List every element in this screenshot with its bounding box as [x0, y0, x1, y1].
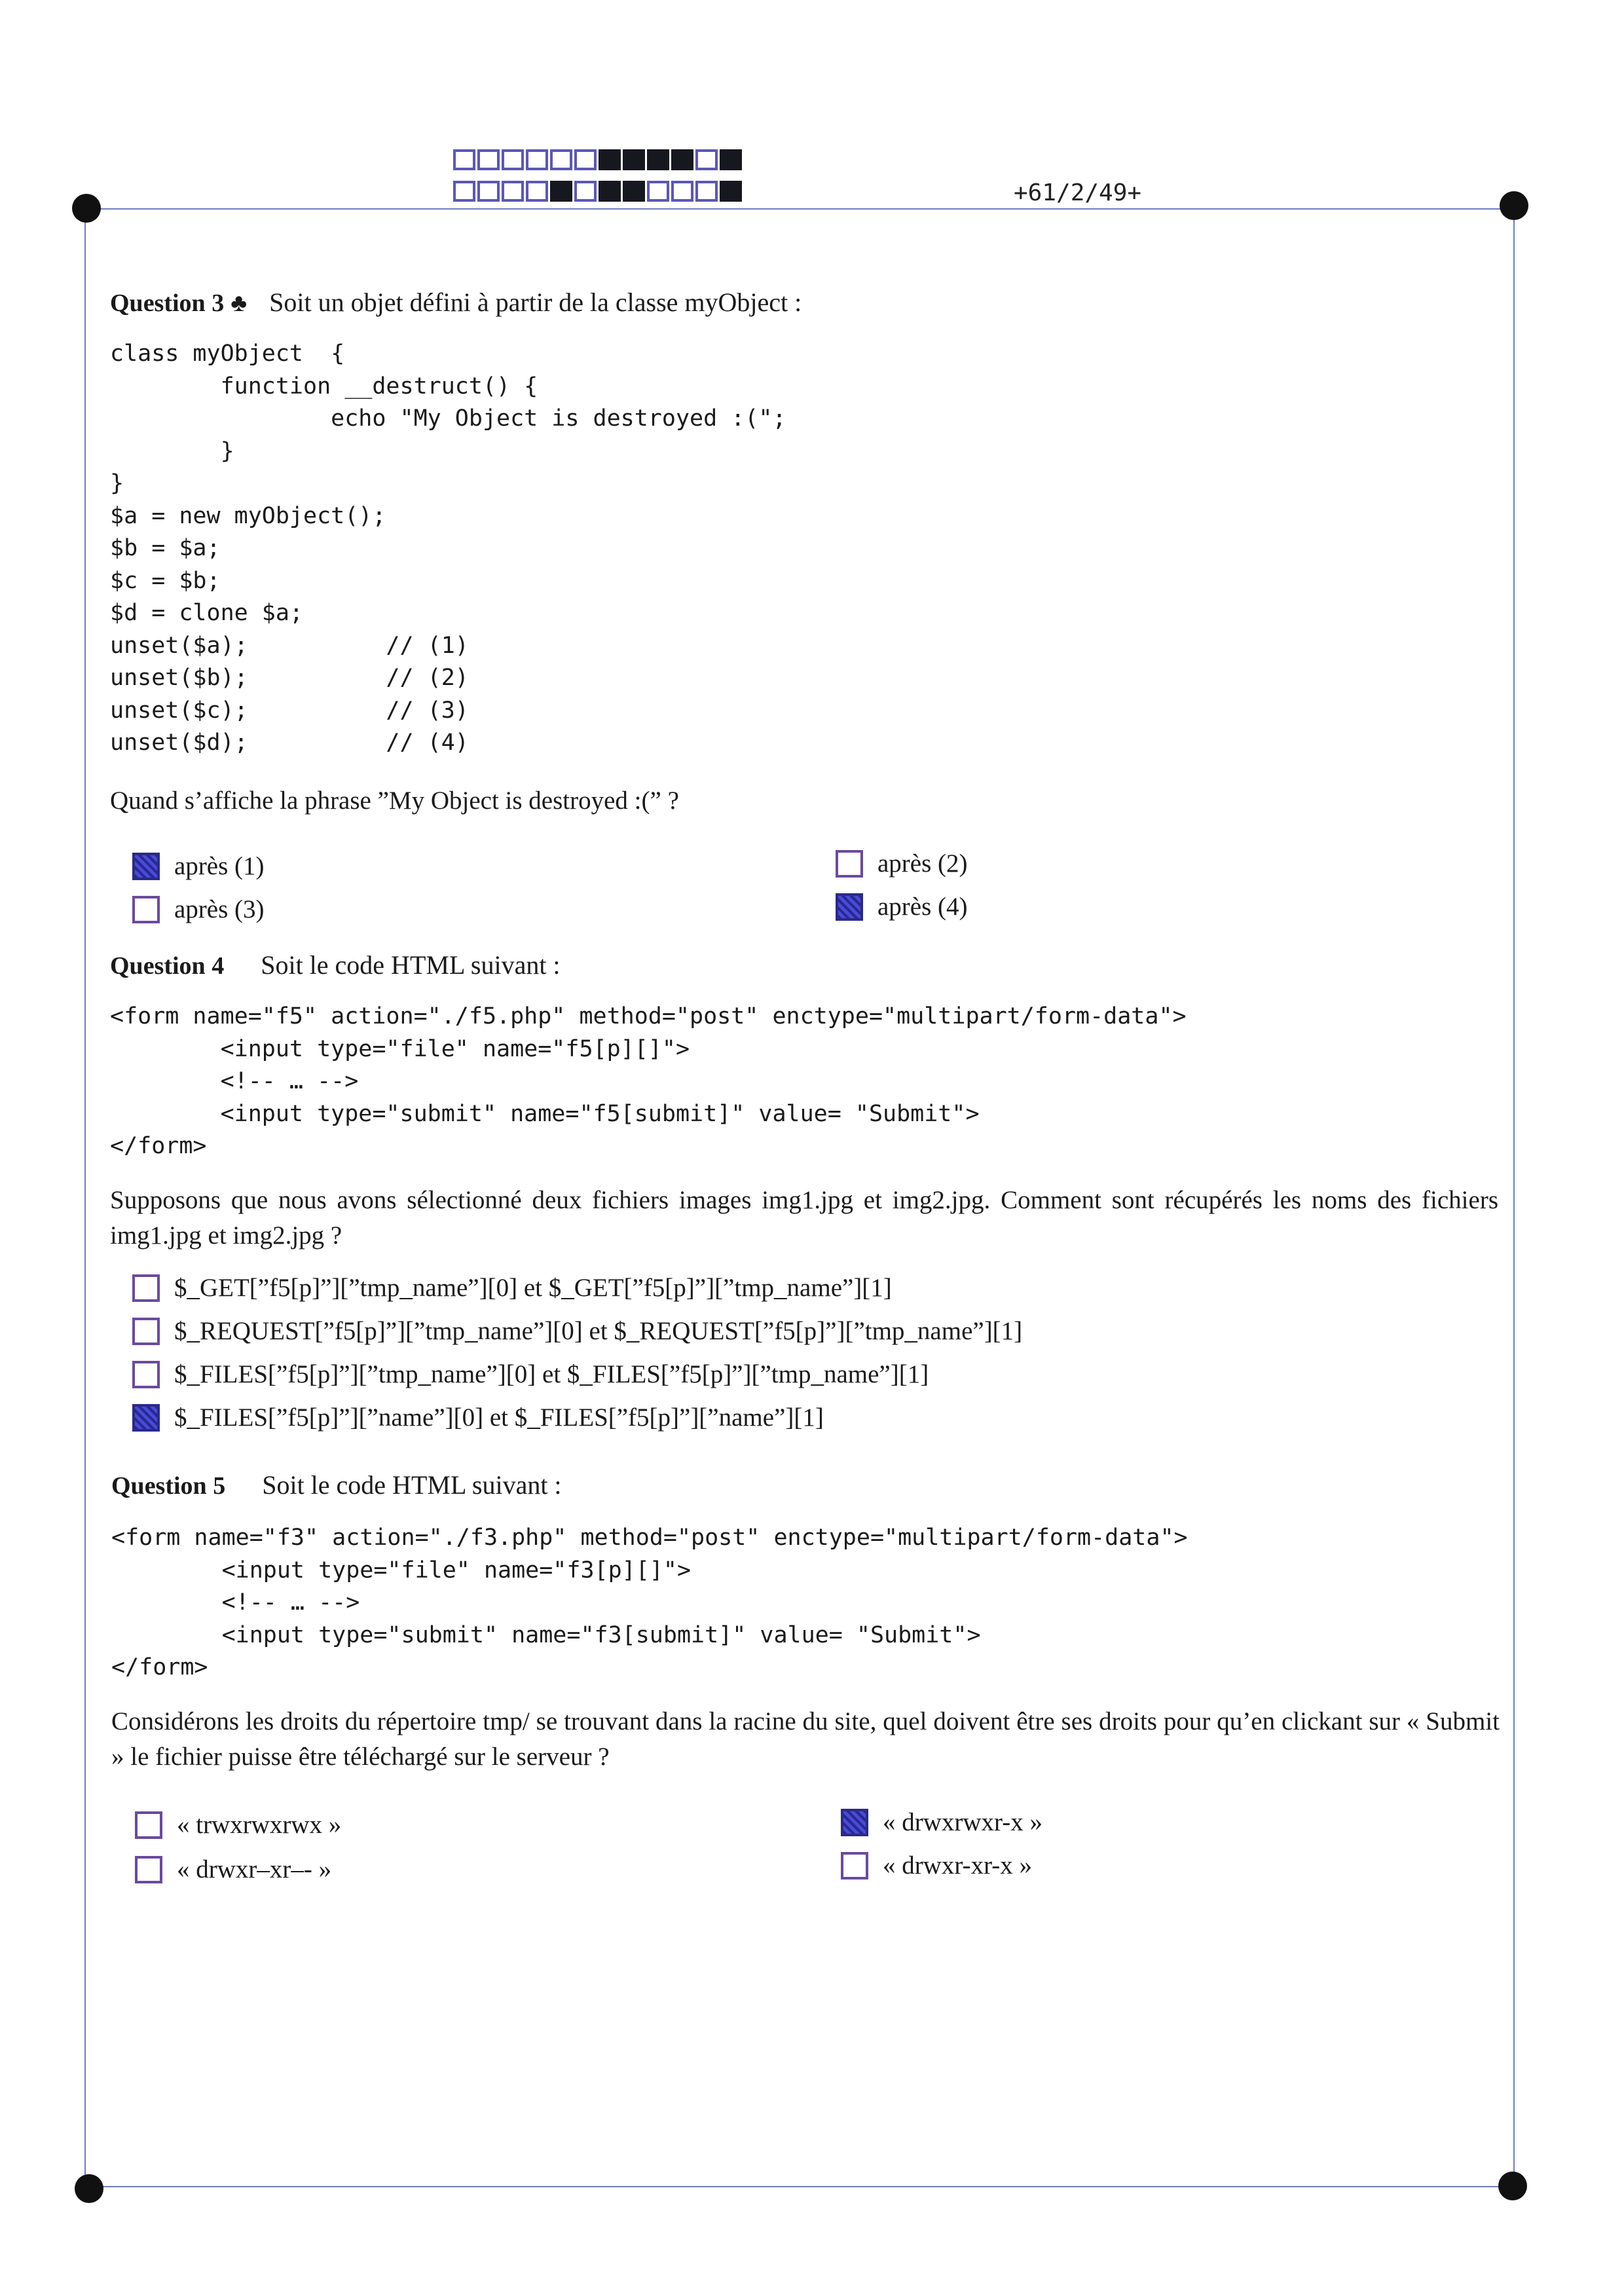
q4-intro: Soit le code HTML suivant :	[261, 950, 561, 980]
barcode-cell	[671, 181, 693, 202]
checkbox[interactable]	[836, 850, 863, 878]
choice-label: après (1)	[174, 852, 265, 880]
barcode-cell	[720, 181, 742, 202]
barcode-cell	[453, 181, 475, 202]
frame-left-line	[84, 208, 86, 2186]
q3-header	[110, 287, 802, 318]
choice-label: $_FILES[”f5[p]”][”tmp_name”][0] et $_FILES[”f5[p]”][”tmp_name”][1]	[174, 1360, 929, 1388]
choice-label: $_REQUEST[”f5[p]”][”tmp_name”][0] et $_REQUEST[”f5[p]”][”tmp_name”][1]	[174, 1317, 1023, 1345]
q5-choice-3[interactable]	[135, 1855, 331, 1884]
q3-choice-4[interactable]	[836, 892, 968, 921]
q4-choice-2[interactable]	[132, 1316, 1022, 1346]
q5-question: Considérons les droits du répertoire tmp/ se trouvant dans la racine du site, quel doivent être ses droits pour qu’en clickant sur « Submit » le fichier puisse être téléchargé sur le serveur ?	[111, 1707, 1500, 1771]
q4-choice-1[interactable]	[132, 1273, 892, 1303]
q3-title: Question 3	[110, 289, 225, 317]
q4-choice-3[interactable]	[132, 1360, 929, 1389]
barcode-cell	[623, 181, 645, 202]
q3-intro: Soit un objet défini à partir de la classe myObject :	[269, 287, 802, 317]
barcode-cell	[671, 149, 693, 170]
q3-question: Quand s’affiche la phrase ”My Object is destroyed :(” ?	[110, 787, 679, 815]
q5-header	[111, 1470, 562, 1500]
checkbox[interactable]	[132, 1361, 160, 1388]
q3-choice-1[interactable]	[132, 851, 265, 881]
q5-title: Question 5	[111, 1472, 226, 1500]
q5-choice-4[interactable]	[841, 1851, 1032, 1880]
checkbox[interactable]	[836, 893, 863, 921]
checkbox[interactable]	[135, 1856, 162, 1883]
barcode-cell	[720, 149, 742, 170]
choice-label: « drwxrwxr-x »	[883, 1808, 1043, 1836]
barcode-cell	[695, 149, 718, 170]
choice-label: « drwxr-xr-x »	[883, 1851, 1033, 1879]
barcode-cell	[647, 181, 669, 202]
checkbox[interactable]	[132, 896, 160, 923]
choice-label: « drwxr–xr–- »	[177, 1855, 332, 1883]
q5-choice-1[interactable]	[135, 1810, 341, 1840]
barcode-cell	[502, 181, 524, 202]
registration-dot-bottom-left	[75, 2174, 103, 2203]
choice-label: après (3)	[174, 895, 265, 923]
frame-top-line	[79, 208, 1521, 210]
club-icon: ♣	[231, 289, 248, 317]
barcode-cell	[453, 149, 475, 170]
barcode-cell	[623, 149, 645, 170]
q5-choice-2[interactable]	[841, 1807, 1043, 1837]
checkbox[interactable]	[132, 1274, 160, 1302]
q5-intro: Soit le code HTML suivant :	[262, 1470, 562, 1500]
barcode-cell	[599, 181, 621, 202]
barcode-cell	[526, 149, 548, 170]
barcode-cell	[647, 149, 669, 170]
checkbox[interactable]	[132, 1318, 160, 1345]
barcode-cell	[599, 149, 621, 170]
barcode-cell	[502, 149, 524, 170]
choice-label: « trwxrwxrwx »	[177, 1811, 342, 1839]
choice-label: $_GET[”f5[p]”][”tmp_name”][0] et $_GET[”f5[p]”][”tmp_name”][1]	[174, 1274, 892, 1302]
choice-label: après (2)	[877, 849, 968, 878]
barcode-cell	[477, 149, 500, 170]
barcode-cell	[477, 181, 500, 202]
q3-code-block: class myObject { function __destruct() { echo "My Object is destroyed :("; } } $a = new myObject(); $b = $a; $c = $b; $d = clone $a; unset($a); // (1) unset($b); // (2) unset($c); // (3) unset($d); // (4)	[110, 341, 786, 756]
checkbox[interactable]	[132, 1404, 160, 1432]
q5-code-block: <form name="f3" action="./f3.php" method="post" enctype="multipart/form-data"> <input type="file" name="f3[p][]"> <!-- … --> <input type="submit" name="f3[submit]" value= "Submit"> </form>	[111, 1525, 1188, 1680]
q4-title: Question 4	[110, 952, 225, 980]
registration-dot-top-left	[72, 194, 101, 223]
choice-label: $_FILES[”f5[p]”][”name”][0] et $_FILES[”f5[p]”][”name”][1]	[174, 1403, 824, 1432]
barcode-cell	[526, 181, 548, 202]
page-id: +61/2/49+	[1014, 179, 1142, 206]
barcode-row-1	[453, 149, 742, 170]
q4-code-block: <form name="f5" action="./f5.php" method="post" enctype="multipart/form-data"> <input type="file" name="f5[p][]"> <!-- … --> <input type="submit" name="f5[submit]" value= "Submit"> </form>	[110, 1003, 1187, 1159]
checkbox[interactable]	[841, 1852, 868, 1879]
barcode-row-2	[453, 181, 742, 202]
barcode-cell	[574, 149, 597, 170]
barcode-cell	[695, 181, 718, 202]
q4-question: Supposons que nous avons sélectionné deux fichiers images img1.jpg et img2.jpg. Comment sont récupérés les noms des fichiers img1.jpg et img2.jpg ?	[110, 1186, 1498, 1250]
choice-label: après (4)	[877, 893, 968, 921]
checkbox[interactable]	[132, 853, 160, 880]
checkbox[interactable]	[841, 1809, 868, 1836]
registration-dot-top-right	[1500, 191, 1528, 220]
q3-choice-3[interactable]	[132, 895, 265, 924]
q4-header	[110, 950, 561, 980]
barcode-cell	[550, 181, 572, 202]
frame-bottom-line	[88, 2186, 1520, 2187]
q4-choice-4[interactable]	[132, 1403, 824, 1432]
barcode-cell	[574, 181, 597, 202]
frame-right-line	[1513, 208, 1515, 2186]
registration-dot-bottom-right	[1498, 2172, 1527, 2200]
barcode-cell	[550, 149, 572, 170]
q3-choice-2[interactable]	[836, 849, 968, 878]
checkbox[interactable]	[135, 1811, 162, 1839]
